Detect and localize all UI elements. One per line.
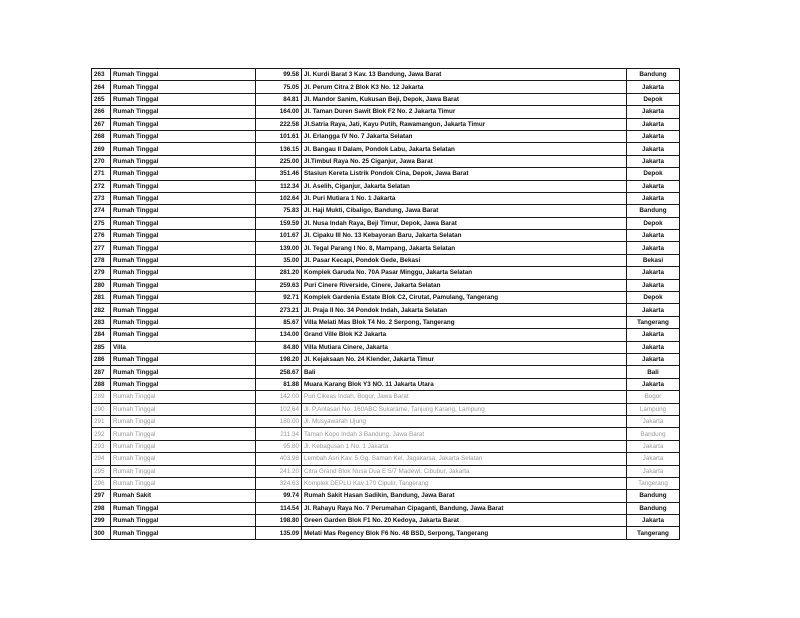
property-type: Rumah Tinggal [111, 69, 256, 81]
address: Jl.Satria Raya, Jati, Kayu Putih, Rawamangun, Jakarta Timur [302, 118, 627, 130]
property-type: Rumah Tinggal [111, 242, 256, 254]
area-value: 259.63 [256, 279, 302, 291]
address: Jl. Erlangga IV No. 7 Jakarta Selatan [302, 130, 627, 142]
address: Taman Kopo Indah 3 Bandung, Jawa Barat [302, 428, 627, 440]
row-number: 284 [92, 329, 111, 341]
table-row [92, 69, 680, 81]
city: Jakarta [627, 378, 680, 390]
property-table [91, 68, 680, 540]
area-value: 134.00 [256, 329, 302, 341]
city: Jakarta [627, 440, 680, 452]
property-type: Rumah Tinggal [111, 81, 256, 93]
city: Bali [627, 366, 680, 378]
table-row [92, 254, 680, 266]
table-row [92, 515, 680, 527]
row-number: 294 [92, 453, 111, 465]
table-row [92, 292, 680, 304]
city: Depok [627, 93, 680, 105]
property-type: Rumah Tinggal [111, 143, 256, 155]
city: Jakarta [627, 180, 680, 192]
area-value: 241.20 [256, 465, 302, 477]
city: Jakarta [627, 279, 680, 291]
area-value: 81.88 [256, 378, 302, 390]
city: Jakarta [627, 230, 680, 242]
city: Jakarta [627, 192, 680, 204]
table-row [92, 118, 680, 130]
property-type: Rumah Tinggal [111, 93, 256, 105]
address: Lembah Asri Kav. 5.Gg. Saman Kel. Jagakarsa, Jakarta Selatan [302, 453, 627, 465]
property-type: Rumah Tinggal [111, 155, 256, 167]
table-row [92, 341, 680, 353]
table-row [92, 143, 680, 155]
row-number: 274 [92, 205, 111, 217]
city: Jakarta [627, 465, 680, 477]
area-value: 222.58 [256, 118, 302, 130]
address: Jl. Musyawarah Ujung [302, 415, 627, 427]
table-row [92, 130, 680, 142]
property-type: Rumah Tinggal [111, 428, 256, 440]
area-value: 92.71 [256, 292, 302, 304]
property-type: Rumah Tinggal [111, 316, 256, 328]
area-value: 136.15 [256, 143, 302, 155]
area-value: 101.67 [256, 230, 302, 242]
address: Jl. Haji Mukti, Cibaligo, Bandung, Jawa Barat [302, 205, 627, 217]
row-number: 266 [92, 106, 111, 118]
row-number: 270 [92, 155, 111, 167]
table-row [92, 378, 680, 390]
area-value: 112.34 [256, 180, 302, 192]
property-type: Rumah Tinggal [111, 465, 256, 477]
address: Jl.Timbul Raya No. 25 Ciganjur, Jawa Barat [302, 155, 627, 167]
table-row [92, 403, 680, 415]
city: Bekasi [627, 254, 680, 266]
area-value: 281.20 [256, 267, 302, 279]
table-row [92, 329, 680, 341]
row-number: 297 [92, 490, 111, 502]
property-type: Rumah Tinggal [111, 180, 256, 192]
table-row [92, 465, 680, 477]
table-row [92, 81, 680, 93]
area-value: 75.83 [256, 205, 302, 217]
area-value: 211.34 [256, 428, 302, 440]
row-number: 282 [92, 304, 111, 316]
table-row [92, 230, 680, 242]
property-type: Rumah Tinggal [111, 515, 256, 527]
property-type: Rumah Tinggal [111, 254, 256, 266]
city: Depok [627, 217, 680, 229]
property-type: Rumah Tinggal [111, 329, 256, 341]
address: Jl. Praja II No. 34 Pondok Indah, Jakarta Selatan [302, 304, 627, 316]
city: Bandung [627, 428, 680, 440]
table-row [92, 391, 680, 403]
row-number: 268 [92, 130, 111, 142]
property-type: Rumah Tinggal [111, 106, 256, 118]
property-type: Rumah Tinggal [111, 267, 256, 279]
city: Tangerang [627, 477, 680, 489]
property-type: Rumah Tinggal [111, 304, 256, 316]
row-number: 264 [92, 81, 111, 93]
city: Depok [627, 168, 680, 180]
address: Melati Mas Regency Blok F6 No. 48 BSD, Serpong, Tangerang [302, 527, 627, 539]
address: Jl. Kurdi Barat 3 Kav. 13 Bandung, Jawa Barat [302, 69, 627, 81]
row-number: 265 [92, 93, 111, 105]
table-row [92, 477, 680, 489]
row-number: 300 [92, 527, 111, 539]
area-value: 84.81 [256, 93, 302, 105]
city: Lampung [627, 403, 680, 415]
address: Jl. Tegal Parang I No. 8, Mampang, Jakarta Selatan [302, 242, 627, 254]
area-value: 102.64 [256, 403, 302, 415]
area-value: 84.80 [256, 341, 302, 353]
address: Jl. Aselih, Ciganjur, Jakarta Selatan [302, 180, 627, 192]
row-number: 271 [92, 168, 111, 180]
area-value: 159.59 [256, 217, 302, 229]
row-number: 276 [92, 230, 111, 242]
property-type: Rumah Tinggal [111, 477, 256, 489]
city: Bandung [627, 490, 680, 502]
city: Jakarta [627, 515, 680, 527]
row-number: 277 [92, 242, 111, 254]
property-table-body [92, 69, 680, 540]
table-row [92, 217, 680, 229]
address: Jl. Rahayu Raya No. 7 Perumahan Cipaganti, Bandung, Jawa Barat [302, 502, 627, 514]
row-number: 293 [92, 440, 111, 452]
row-number: 269 [92, 143, 111, 155]
address: Citra Grand Blok Nusa Dua E 5/7 Madewi, Cibubur, Jakarta [302, 465, 627, 477]
row-number: 295 [92, 465, 111, 477]
row-number: 289 [92, 391, 111, 403]
table-row [92, 453, 680, 465]
city: Jakarta [627, 304, 680, 316]
row-number: 286 [92, 353, 111, 365]
address: Grand Ville Blok K2 Jakarta [302, 329, 627, 341]
property-type: Rumah Tinggal [111, 378, 256, 390]
row-number: 291 [92, 415, 111, 427]
area-value: 75.05 [256, 81, 302, 93]
property-type: Rumah Tinggal [111, 527, 256, 539]
address: Puri Cinere Riverside, Cinere, Jakarta Selatan [302, 279, 627, 291]
row-number: 288 [92, 378, 111, 390]
address: Komplek Gardenia Estate Blok C2, Cirutat, Pamulang, Tangerang [302, 292, 627, 304]
area-value: 198.80 [256, 515, 302, 527]
table-row [92, 490, 680, 502]
area-value: 180.00 [256, 415, 302, 427]
table-row [92, 267, 680, 279]
address: Jl. Perum Citra 2 Blok K3 No. 12 Jakarta [302, 81, 627, 93]
area-value: 142.00 [256, 391, 302, 403]
city: Bogor [627, 391, 680, 403]
table-row [92, 180, 680, 192]
row-number: 299 [92, 515, 111, 527]
area-value: 164.00 [256, 106, 302, 118]
table-row [92, 527, 680, 539]
area-value: 198.20 [256, 353, 302, 365]
city: Jakarta [627, 118, 680, 130]
row-number: 275 [92, 217, 111, 229]
address: Jl. Kejaksaan No. 24 Klender, Jakarta Timur [302, 353, 627, 365]
address: Muara Karang Blok Y3 NO. 11 Jakarta Utara [302, 378, 627, 390]
area-value: 102.64 [256, 192, 302, 204]
address: Jl. Nusa Indah Raya, Beji Timur, Depok, Jawa Barat [302, 217, 627, 229]
city: Jakarta [627, 341, 680, 353]
address: Jl. Pasar Kecapi, Pondok Gede, Bekasi [302, 254, 627, 266]
table-row [92, 353, 680, 365]
address: Puri Cikeas Indah, Bogor, Jawa Barat [302, 391, 627, 403]
property-type: Rumah Tinggal [111, 502, 256, 514]
city: Jakarta [627, 81, 680, 93]
table-row [92, 440, 680, 452]
property-type: Rumah Tinggal [111, 453, 256, 465]
property-type: Rumah Tinggal [111, 230, 256, 242]
row-number: 272 [92, 180, 111, 192]
address: Jl. Puri Mutiara 1 No. 1 Jakarta [302, 192, 627, 204]
city: Tangerang [627, 316, 680, 328]
table-row [92, 106, 680, 118]
area-value: 135.09 [256, 527, 302, 539]
address: Villa Mutiara Cinere, Jakarta [302, 341, 627, 353]
row-number: 285 [92, 341, 111, 353]
area-value: 351.46 [256, 168, 302, 180]
property-type: Rumah Sakit [111, 490, 256, 502]
city: Bandung [627, 502, 680, 514]
city: Jakarta [627, 415, 680, 427]
address: Komplek Garuda No. 70A Pasar Minggu, Jakarta Selatan [302, 267, 627, 279]
address: Jl. Kebagusan 1 No. 1 Jakarta [302, 440, 627, 452]
address: Jl. Bangau II Dalam, Pondok Labu, Jakarta Selatan [302, 143, 627, 155]
property-type: Rumah Tinggal [111, 403, 256, 415]
area-value: 324.63 [256, 477, 302, 489]
address: Jl. Cipaku III No. 13 Kebayoran Baru, Jakarta Selatan [302, 230, 627, 242]
table-row [92, 316, 680, 328]
table-row [92, 192, 680, 204]
address: Jl. Taman Duren Sawit Blok F2 No. 2 Jakarta Timur [302, 106, 627, 118]
address: Rumah Sakit Hasan Sadikin, Bandung, Jawa Barat [302, 490, 627, 502]
property-type: Rumah Tinggal [111, 205, 256, 217]
area-value: 258.67 [256, 366, 302, 378]
property-type: Rumah Tinggal [111, 217, 256, 229]
row-number: 281 [92, 292, 111, 304]
address: Jl. Mandor Sanim, Kukusan Beji, Depok, Jawa Barat [302, 93, 627, 105]
table-row [92, 502, 680, 514]
city: Depok [627, 292, 680, 304]
address: Green Garden Blok F1 No. 20 Kedoya, Jakarta Barat [302, 515, 627, 527]
row-number: 290 [92, 403, 111, 415]
property-type: Rumah Tinggal [111, 391, 256, 403]
table-row [92, 155, 680, 167]
area-value: 85.67 [256, 316, 302, 328]
property-type: Rumah Tinggal [111, 279, 256, 291]
row-number: 267 [92, 118, 111, 130]
area-value: 273.21 [256, 304, 302, 316]
table-row [92, 205, 680, 217]
row-number: 287 [92, 366, 111, 378]
city: Tangerang [627, 527, 680, 539]
city: Jakarta [627, 242, 680, 254]
area-value: 35.00 [256, 254, 302, 266]
area-value: 95.80 [256, 440, 302, 452]
table-row [92, 304, 680, 316]
address: Villa Melati Mas Blok T4 No. 2 Serpong, Tangerang [302, 316, 627, 328]
table-row [92, 93, 680, 105]
table-row [92, 415, 680, 427]
property-type: Rumah Tinggal [111, 130, 256, 142]
city: Jakarta [627, 329, 680, 341]
property-type: Rumah Tinggal [111, 168, 256, 180]
area-value: 114.54 [256, 502, 302, 514]
table-row [92, 242, 680, 254]
row-number: 273 [92, 192, 111, 204]
property-type: Rumah Tinggal [111, 192, 256, 204]
area-value: 101.61 [256, 130, 302, 142]
city: Jakarta [627, 106, 680, 118]
city: Jakarta [627, 453, 680, 465]
row-number: 283 [92, 316, 111, 328]
row-number: 298 [92, 502, 111, 514]
city: Jakarta [627, 130, 680, 142]
row-number: 279 [92, 267, 111, 279]
area-value: 139.00 [256, 242, 302, 254]
city: Jakarta [627, 267, 680, 279]
city: Bandung [627, 205, 680, 217]
property-type: Rumah Tinggal [111, 118, 256, 130]
property-type: Rumah Tinggal [111, 440, 256, 452]
table-row [92, 428, 680, 440]
address: Bali [302, 366, 627, 378]
address: Stasiun Kereta Listrik Pondok Cina, Depok, Jawa Barat [302, 168, 627, 180]
table-row [92, 168, 680, 180]
row-number: 280 [92, 279, 111, 291]
row-number: 292 [92, 428, 111, 440]
table-row [92, 366, 680, 378]
row-number: 263 [92, 69, 111, 81]
area-value: 403.98 [256, 453, 302, 465]
area-value: 99.74 [256, 490, 302, 502]
city: Jakarta [627, 143, 680, 155]
area-value: 225.00 [256, 155, 302, 167]
address: Komplek DEPLU Kav 170 Cipulir, Tangerang [302, 477, 627, 489]
property-type: Rumah Tinggal [111, 415, 256, 427]
address: Jl. P.Antasari No. 160ABC Sukarame, Tanjung Karang, Lampung [302, 403, 627, 415]
row-number: 278 [92, 254, 111, 266]
table-row [92, 279, 680, 291]
city: Jakarta [627, 155, 680, 167]
area-value: 99.58 [256, 69, 302, 81]
property-type: Villa [111, 341, 256, 353]
city: Bandung [627, 69, 680, 81]
property-type: Rumah Tinggal [111, 366, 256, 378]
row-number: 296 [92, 477, 111, 489]
city: Jakarta [627, 353, 680, 365]
property-type: Rumah Tinggal [111, 353, 256, 365]
property-type: Rumah Tinggal [111, 292, 256, 304]
